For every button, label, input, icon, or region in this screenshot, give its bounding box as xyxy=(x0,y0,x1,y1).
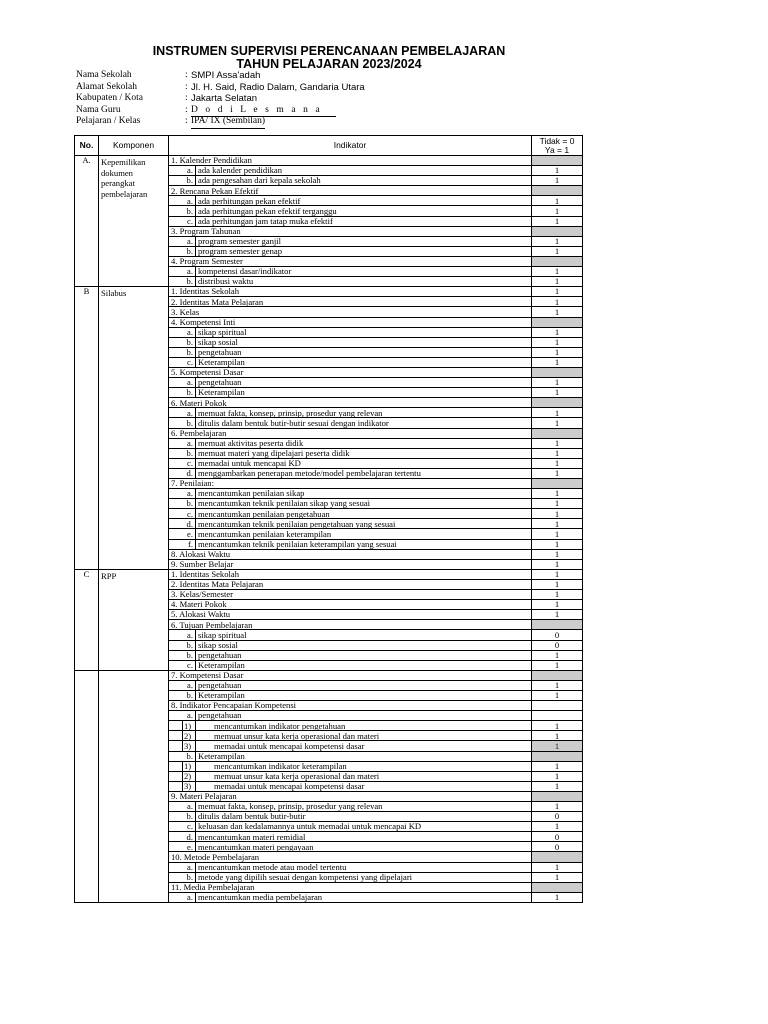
indicator-letter: c. xyxy=(169,509,196,519)
table-row xyxy=(75,156,583,166)
info-colon: : xyxy=(185,93,188,103)
score-cell: 1 xyxy=(532,761,583,771)
indicator-text: mencantumkan indikator keterampilan xyxy=(196,761,532,771)
score-cell xyxy=(532,711,583,721)
info-row xyxy=(76,82,582,94)
indent-cell xyxy=(169,781,183,791)
indicator-text: 9. Materi Pelajaran xyxy=(169,791,532,801)
section-no: C xyxy=(75,569,99,670)
info-row xyxy=(76,93,582,105)
score-cell: 1 xyxy=(532,559,583,569)
indicator-letter: b. xyxy=(169,337,196,347)
score-cell: 1 xyxy=(532,802,583,812)
indicator-letter: a. xyxy=(169,378,196,388)
indicator-text: mencantumkan indikator pengetahuan xyxy=(196,721,532,731)
indicator-text: menggambarkan penerapan metode/model pembelajaran tertentu xyxy=(196,468,532,478)
indicator-text: 1. Kalender Pendidikan xyxy=(169,156,532,166)
indicator-letter: b. xyxy=(169,347,196,357)
indicator-text: mencantumkan teknik penilaian pengetahuan yang sesuai xyxy=(196,519,532,529)
indicator-text: 4. Materi Pokok xyxy=(169,600,532,610)
info-colon: : xyxy=(185,70,188,80)
section-no: A. xyxy=(75,156,99,287)
header-score xyxy=(532,136,583,156)
indicator-text: memadai untuk mencapai kompetensi dasar xyxy=(196,741,532,751)
section-komponen: Silabus xyxy=(99,287,169,570)
score-cell: 1 xyxy=(532,216,583,226)
info-colon: : xyxy=(185,104,188,115)
header-no: No. xyxy=(75,136,99,156)
indicator-text: 4. Kompetensi Inti xyxy=(169,317,532,327)
header-komponen: Komponen xyxy=(99,136,169,156)
indicator-letter: d. xyxy=(169,519,196,529)
header-score-line2: Ya = 1 xyxy=(544,144,570,155)
indicator-text: Keterampilan xyxy=(196,357,532,367)
indicator-letter: b. xyxy=(169,418,196,428)
score-cell: 0 xyxy=(532,832,583,842)
score-cell xyxy=(532,670,583,680)
indicator-text: 1. Identitas Sekolah xyxy=(169,287,532,297)
indicator-text: pengetahuan xyxy=(196,378,532,388)
indicator-text: Keterampilan xyxy=(196,751,532,761)
indicator-text: sikap sosial xyxy=(196,337,532,347)
indicator-text: pengetahuan xyxy=(196,680,532,690)
indicator-text: 2. Identitas Mata Pelajaran xyxy=(169,579,532,589)
indicator-letter: b. xyxy=(169,176,196,186)
score-cell: 1 xyxy=(532,600,583,610)
score-cell: 1 xyxy=(532,448,583,458)
table-header-row xyxy=(75,136,583,156)
indicator-text: program semester genap xyxy=(196,246,532,256)
info-label: Pelajaran / Kelas xyxy=(76,116,141,126)
indicator-text: mencantumkan materi remidial xyxy=(196,832,532,842)
indicator-letter: c. xyxy=(169,216,196,226)
score-cell: 1 xyxy=(532,418,583,428)
score-cell: 1 xyxy=(532,509,583,519)
score-cell: 1 xyxy=(532,519,583,529)
indicator-number: 3) xyxy=(183,781,196,791)
indicator-text: pengetahuan xyxy=(196,650,532,660)
score-cell: 1 xyxy=(532,569,583,579)
document-title: INSTRUMEN SUPERVISI PERENCANAAN PEMBELAJARAN xyxy=(152,44,506,58)
indicator-text: 2. Identitas Mata Pelajaran xyxy=(169,297,532,307)
score-cell: 1 xyxy=(532,176,583,186)
indicator-text: 7. Penilaian: xyxy=(169,479,532,489)
score-cell: 1 xyxy=(532,337,583,347)
info-value: Jakarta Selatan xyxy=(191,93,258,104)
indicator-letter: b. xyxy=(169,448,196,458)
school-info xyxy=(76,70,582,128)
score-cell xyxy=(532,226,583,236)
score-cell: 0 xyxy=(532,842,583,852)
indicator-text: mencantumkan teknik penilaian keterampilan yang sesuai xyxy=(196,539,532,549)
indicator-text: memuat unsur kata kerja operasional dan materi xyxy=(196,771,532,781)
score-cell: 1 xyxy=(532,862,583,872)
indicator-letter: a. xyxy=(169,236,196,246)
indicator-text: kompetensi dasar/indikator xyxy=(196,267,532,277)
indicator-text: sikap spiritual xyxy=(196,327,532,337)
indicator-letter: b. xyxy=(169,650,196,660)
indicator-letter: d. xyxy=(169,468,196,478)
score-cell: 1 xyxy=(532,206,583,216)
score-cell: 1 xyxy=(532,327,583,337)
indicator-letter: e. xyxy=(169,529,196,539)
score-cell xyxy=(532,398,583,408)
score-cell: 1 xyxy=(532,741,583,751)
indent-cell xyxy=(169,771,183,781)
indicator-number: 2) xyxy=(183,731,196,741)
score-cell: 1 xyxy=(532,610,583,620)
indicator-text: pengetahuan xyxy=(196,711,532,721)
indicator-letter: a. xyxy=(169,489,196,499)
indent-cell xyxy=(169,741,183,751)
indent-cell xyxy=(169,761,183,771)
indicator-number: 1) xyxy=(183,721,196,731)
score-cell: 1 xyxy=(532,721,583,731)
indicator-text: 5. Alokasi Waktu xyxy=(169,610,532,620)
indicator-text: 4. Program Semester xyxy=(169,256,532,266)
indicator-text: 8. Indikator Pencapaian Kompetensi xyxy=(169,701,532,711)
indicator-text: sikap spiritual xyxy=(196,630,532,640)
header-indikator: Indikator xyxy=(169,136,532,156)
score-cell: 1 xyxy=(532,408,583,418)
indicator-letter: a. xyxy=(169,327,196,337)
indent-cell xyxy=(169,721,183,731)
indicator-text: mencantumkan teknik penilaian sikap yang sesuai xyxy=(196,499,532,509)
score-cell: 1 xyxy=(532,307,583,317)
indicator-text: keluasan dan kedalamannya untuk memadai untuk mencapai KD xyxy=(196,822,532,832)
indicator-letter: b. xyxy=(169,812,196,822)
score-cell: 1 xyxy=(532,196,583,206)
score-cell: 0 xyxy=(532,812,583,822)
indicator-letter: a. xyxy=(169,630,196,640)
indicator-text: mencantumkan penilaian pengetahuan xyxy=(196,509,532,519)
indicator-text: 7. Kompetensi Dasar xyxy=(169,670,532,680)
score-cell: 1 xyxy=(532,690,583,700)
indicator-text: 6. Tujuan Pembelajaran xyxy=(169,620,532,630)
indicator-text: sikap sosial xyxy=(196,640,532,650)
indicator-text: 8. Alokasi Waktu xyxy=(169,549,532,559)
indicator-letter: b. xyxy=(169,206,196,216)
indicator-text: mencantumkan materi pengayaan xyxy=(196,842,532,852)
score-cell: 1 xyxy=(532,499,583,509)
indicator-letter: b. xyxy=(169,872,196,882)
indicator-text: metode yang dipilih sesuai dengan kompetensi yang dipelajari xyxy=(196,872,532,882)
indicator-text: ada kalender pendidikan xyxy=(196,166,532,176)
score-cell: 1 xyxy=(532,378,583,388)
info-label: Alamat Sekolah xyxy=(76,81,137,92)
indicator-text: mencantumkan penilaian keterampilan xyxy=(196,529,532,539)
indicator-text: Keterampilan xyxy=(196,690,532,700)
supervision-table xyxy=(74,135,583,903)
info-label: Kabupaten / Kota xyxy=(76,93,144,103)
indicator-number: 2) xyxy=(183,771,196,781)
score-cell: 1 xyxy=(532,287,583,297)
document-subtitle: TAHUN PELAJARAN 2023/2024 xyxy=(236,57,422,71)
indicator-letter: c. xyxy=(169,822,196,832)
indicator-text: 11. Media Pembelajaran xyxy=(169,882,532,892)
indicator-text: memadai untuk mencapai KD xyxy=(196,458,532,468)
score-cell: 1 xyxy=(532,539,583,549)
info-row xyxy=(76,116,582,128)
score-cell: 1 xyxy=(532,529,583,539)
score-cell: 1 xyxy=(532,489,583,499)
score-cell: 1 xyxy=(532,892,583,902)
info-label: Nama Guru xyxy=(76,104,121,115)
score-cell xyxy=(532,156,583,166)
indicator-letter: b. xyxy=(169,499,196,509)
indicator-text: memadai untuk mencapai kompetensi dasar xyxy=(196,781,532,791)
section-no xyxy=(75,670,99,902)
indicator-letter: f. xyxy=(169,539,196,549)
score-cell xyxy=(532,701,583,711)
score-cell: 1 xyxy=(532,357,583,367)
indicator-letter: a. xyxy=(169,408,196,418)
info-colon: : xyxy=(185,81,188,92)
score-cell: 1 xyxy=(532,579,583,589)
score-cell xyxy=(532,852,583,862)
info-row xyxy=(76,70,582,82)
section-komponen xyxy=(99,670,169,902)
indicator-letter: c. xyxy=(169,458,196,468)
score-cell: 1 xyxy=(532,277,583,287)
indicator-text: program semester ganjil xyxy=(196,236,532,246)
score-cell: 1 xyxy=(532,872,583,882)
score-cell: 1 xyxy=(532,549,583,559)
table-row xyxy=(75,569,583,579)
indicator-text: pengetahuan xyxy=(196,347,532,357)
table-row xyxy=(75,287,583,297)
indicator-text: memuat unsur kata kerja operasional dan materi xyxy=(196,731,532,741)
score-cell: 0 xyxy=(532,630,583,640)
score-cell: 1 xyxy=(532,297,583,307)
score-cell: 1 xyxy=(532,771,583,781)
indicator-letter: c. xyxy=(169,357,196,367)
indicator-letter: a. xyxy=(169,438,196,448)
info-value: D o d i L e s m a n a xyxy=(191,105,336,118)
indicator-text: memuat fakta, konsep, prinsip, prosedur yang relevan xyxy=(196,408,532,418)
score-cell xyxy=(532,186,583,196)
info-row xyxy=(76,105,582,117)
indicator-letter: c. xyxy=(169,660,196,670)
info-value: SMPI Assa'adah xyxy=(191,70,261,81)
indicator-text: 6. Materi Pokok xyxy=(169,398,532,408)
indicator-letter: b. xyxy=(169,640,196,650)
indicator-text: memuat materi yang dipelajari peserta didik xyxy=(196,448,532,458)
section-komponen: Kepemilikan dokumen perangkat pembelajaran xyxy=(99,156,169,287)
score-cell xyxy=(532,882,583,892)
score-cell xyxy=(532,317,583,327)
indicator-letter: b. xyxy=(169,246,196,256)
score-cell: 1 xyxy=(532,388,583,398)
score-cell: 1 xyxy=(532,660,583,670)
score-cell: 1 xyxy=(532,166,583,176)
indicator-text: 5. Kompetensi Dasar xyxy=(169,367,532,377)
score-cell xyxy=(532,791,583,801)
score-cell xyxy=(532,479,583,489)
indicator-number: 3) xyxy=(183,741,196,751)
info-label: Nama Sekolah xyxy=(76,70,132,80)
indicator-text: 9. Sumber Belajar xyxy=(169,559,532,569)
score-cell: 0 xyxy=(532,640,583,650)
indicator-text: memuat fakta, konsep, prinsip, prosedur yang relevan xyxy=(196,802,532,812)
indicator-text: ada perhitungan pekan efektif xyxy=(196,196,532,206)
indicator-text: mencantumkan media pembelajaran xyxy=(196,892,532,902)
indicator-letter: b. xyxy=(169,277,196,287)
indicator-text: ditulis dalam bentuk butir-butir xyxy=(196,812,532,822)
score-cell xyxy=(532,256,583,266)
indicator-text: mencantumkan metode atau model tertentu xyxy=(196,862,532,872)
indicator-letter: a. xyxy=(169,802,196,812)
indicator-text: memuat aktivitas peserta didik xyxy=(196,438,532,448)
table-row xyxy=(75,670,583,680)
score-cell: 1 xyxy=(532,458,583,468)
score-cell: 1 xyxy=(532,246,583,256)
section-komponen: RPP xyxy=(99,569,169,670)
indicator-text: 2. Rencana Pekan Efektif xyxy=(169,186,532,196)
indicator-letter: a. xyxy=(169,680,196,690)
score-cell: 1 xyxy=(532,781,583,791)
indicator-letter: b. xyxy=(169,690,196,700)
indicator-text: Keterampilan xyxy=(196,388,532,398)
indicator-letter: a. xyxy=(169,892,196,902)
info-colon: : xyxy=(185,116,188,126)
score-cell: 1 xyxy=(532,822,583,832)
indicator-letter: b. xyxy=(169,751,196,761)
indicator-number: 1) xyxy=(183,761,196,771)
indicator-text: ada perhitungan pekan efektif terganggu xyxy=(196,206,532,216)
score-cell: 1 xyxy=(532,680,583,690)
indicator-letter: a. xyxy=(169,196,196,206)
score-cell: 1 xyxy=(532,236,583,246)
indicator-text: distribusi waktu xyxy=(196,277,532,287)
score-cell xyxy=(532,751,583,761)
indicator-letter: d. xyxy=(169,832,196,842)
indicator-text: ada perhitungan jam tatap muka efektif xyxy=(196,216,532,226)
score-cell: 1 xyxy=(532,468,583,478)
indicator-text: 10. Metode Pembelajaran xyxy=(169,852,532,862)
info-value: Jl. H. Said, Radio Dalam, Gandaria Utara xyxy=(191,81,365,93)
score-cell: 1 xyxy=(532,650,583,660)
indicator-text: 3. Kelas xyxy=(169,307,532,317)
score-cell: 1 xyxy=(532,347,583,357)
indicator-text: ditulis dalam bentuk butir-butir sesuai dengan indikator xyxy=(196,418,532,428)
indicator-text: mencantumkan penilaian sikap xyxy=(196,489,532,499)
score-cell xyxy=(532,620,583,630)
indicator-text: ada pengesahan dari kepala sekolah xyxy=(196,176,532,186)
indicator-letter: a. xyxy=(169,267,196,277)
score-cell: 1 xyxy=(532,590,583,600)
score-cell xyxy=(532,367,583,377)
indicator-text: 3. Program Tahunan xyxy=(169,226,532,236)
indicator-letter: e. xyxy=(169,842,196,852)
indicator-text: 3. Kelas/Semester xyxy=(169,590,532,600)
score-cell: 1 xyxy=(532,267,583,277)
indicator-text: 6. Pembelajaran xyxy=(169,428,532,438)
indent-cell xyxy=(169,731,183,741)
score-cell xyxy=(532,428,583,438)
score-cell: 1 xyxy=(532,731,583,741)
score-cell: 1 xyxy=(532,438,583,448)
header-score-line1: Tidak = 0 xyxy=(539,135,575,146)
indicator-letter: a. xyxy=(169,166,196,176)
section-no: B xyxy=(75,287,99,570)
indicator-text: Keterampilan xyxy=(196,660,532,670)
indicator-text: 1. Identitas Sekolah xyxy=(169,569,532,579)
indicator-letter: a. xyxy=(169,711,196,721)
indicator-letter: b. xyxy=(169,388,196,398)
info-value: IPA/ IX (Sembilan) xyxy=(191,116,265,129)
indicator-letter: a. xyxy=(169,862,196,872)
